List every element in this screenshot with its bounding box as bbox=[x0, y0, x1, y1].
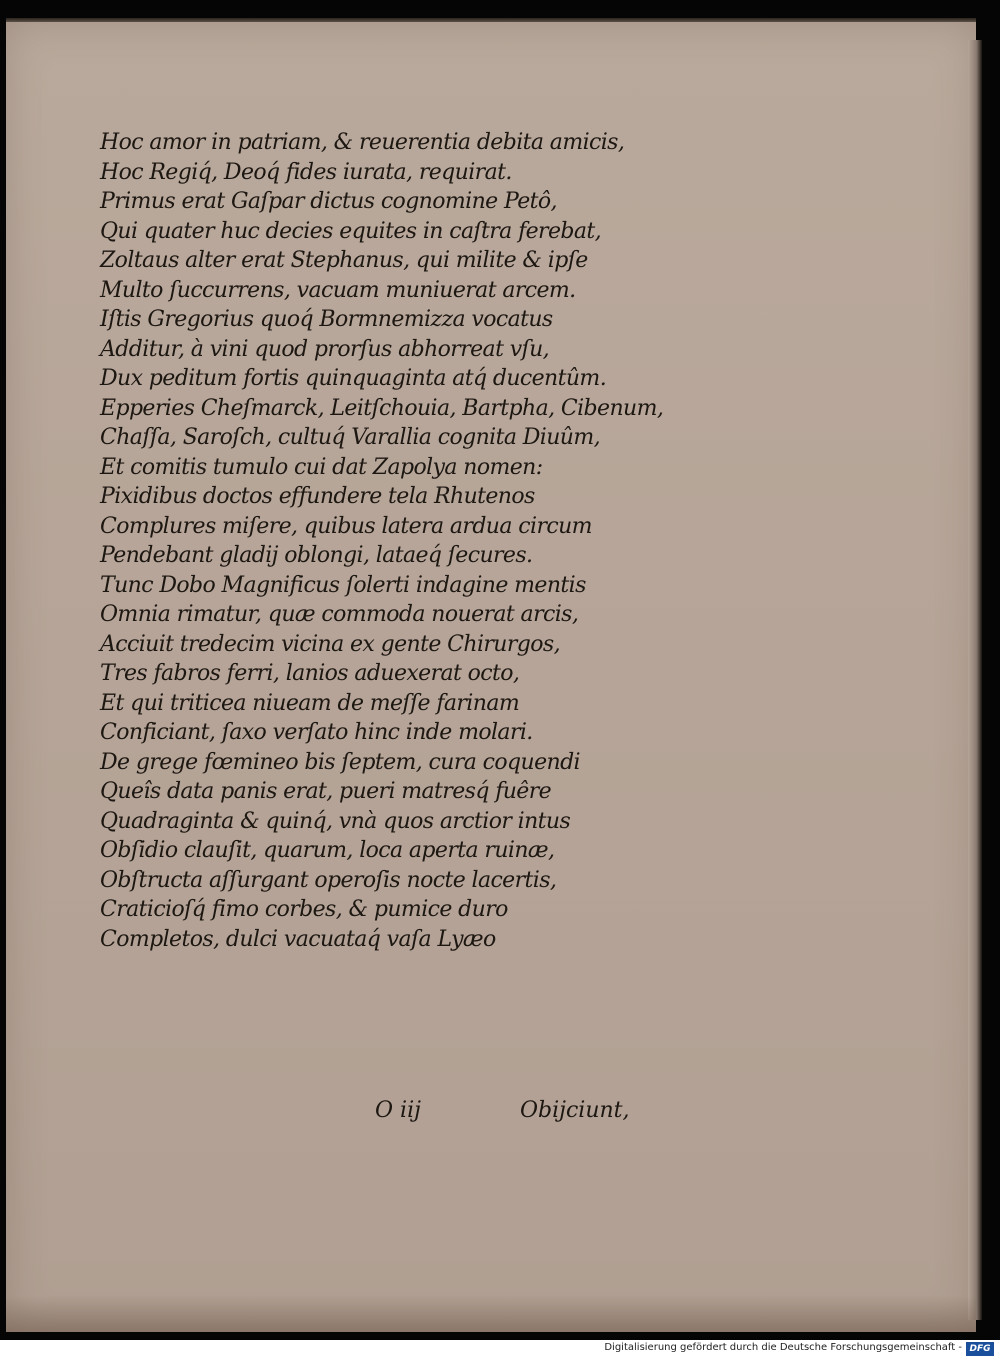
poem-line: Multo ſuccurrens, vacuam muniuerat arcem. bbox=[100, 277, 576, 303]
poem-line: Conficiant, ſaxo verſato hinc inde molari. bbox=[100, 720, 533, 745]
poem-line: Et qui triticea niueam de meſſe farinam bbox=[100, 690, 520, 716]
poem-line: De grege fœmineo bis ſeptem, cura coquendi bbox=[100, 749, 580, 775]
page-right-edge bbox=[968, 40, 982, 1320]
poem-line: Obſtructa aſſurgant operoſis nocte lacertis, bbox=[100, 867, 557, 893]
catchword: Obijciunt, bbox=[520, 1098, 630, 1123]
poem-line: Tres fabros ferri, lanios aduexerat octo, bbox=[100, 661, 520, 686]
poem-text bbox=[100, 128, 700, 954]
poem-line: Craticioſq́ fimo corbes, & pumice duro bbox=[100, 897, 508, 922]
poem-line: Iſtis Gregorius quoq́ Bormnemizza vocatus bbox=[100, 307, 553, 332]
poem-line: Pixidibus doctos effundere tela Rhutenos bbox=[100, 484, 535, 509]
poem-line: Zoltaus alter erat Stephanus, qui milite & ipſe bbox=[100, 248, 588, 273]
poem-line: Hoc amor in patriam, & reuerentia debita amicis, bbox=[100, 130, 625, 155]
poem-line: Additur, à vini quod prorſus abhorreat vſu, bbox=[100, 336, 550, 362]
poem-line: Epperies Cheſmarck, Leitſchouia, Bartpha, Cibenum, bbox=[100, 395, 664, 421]
dfg-logo: DFG bbox=[966, 1342, 994, 1356]
poem-line: Pendebant gladij oblongi, lataeq́ ſecures. bbox=[100, 543, 533, 568]
poem-line: Acciuit tredecim vicina ex gente Chirurgos, bbox=[100, 631, 560, 657]
poem-line: Qui quater huc decies equites in caſtra ferebat, bbox=[100, 218, 602, 244]
poem-line: Obſidio clauſit, quarum, loca aperta ruinæ, bbox=[100, 838, 555, 863]
poem-line: Complures miſere, quibus latera ardua circum bbox=[100, 513, 592, 539]
poem-line: Hoc Regiq́, Deoq́ fides iurata, requirat. bbox=[100, 159, 512, 185]
page-bottom-shadow bbox=[6, 1296, 976, 1332]
poem-line: Et comitis tumulo cui dat Zapolya nomen: bbox=[100, 454, 543, 480]
poem-line: Tunc Dobo Magnificus ſolerti indagine mentis bbox=[100, 572, 586, 598]
poem-line: Chaſſa, Saroſch, cultuq́ Varallia cognita Diuûm, bbox=[100, 425, 600, 450]
poem-line: Primus erat Gaſpar dictus cognomine Petô, bbox=[100, 189, 557, 214]
funding-credit: Digitalisierung gefördert durch die Deutsche Forschungsgemeinschaft - bbox=[604, 1342, 962, 1353]
signature-mark: O iij bbox=[375, 1098, 421, 1123]
poem-line: Omnia rimatur, quæ commoda nouerat arcis, bbox=[100, 602, 579, 627]
poem-line: Queîs data panis erat, pueri matresq́ fuêre bbox=[100, 779, 552, 804]
poem-line: Quadraginta & quinq́, vnà quos arctior intus bbox=[100, 808, 571, 834]
poem-line: Dux peditum fortis quinquaginta atq́ ducentûm. bbox=[100, 366, 607, 391]
poem-line: Completos, dulci vacuataq́ vaſa Lyæo bbox=[100, 926, 496, 952]
